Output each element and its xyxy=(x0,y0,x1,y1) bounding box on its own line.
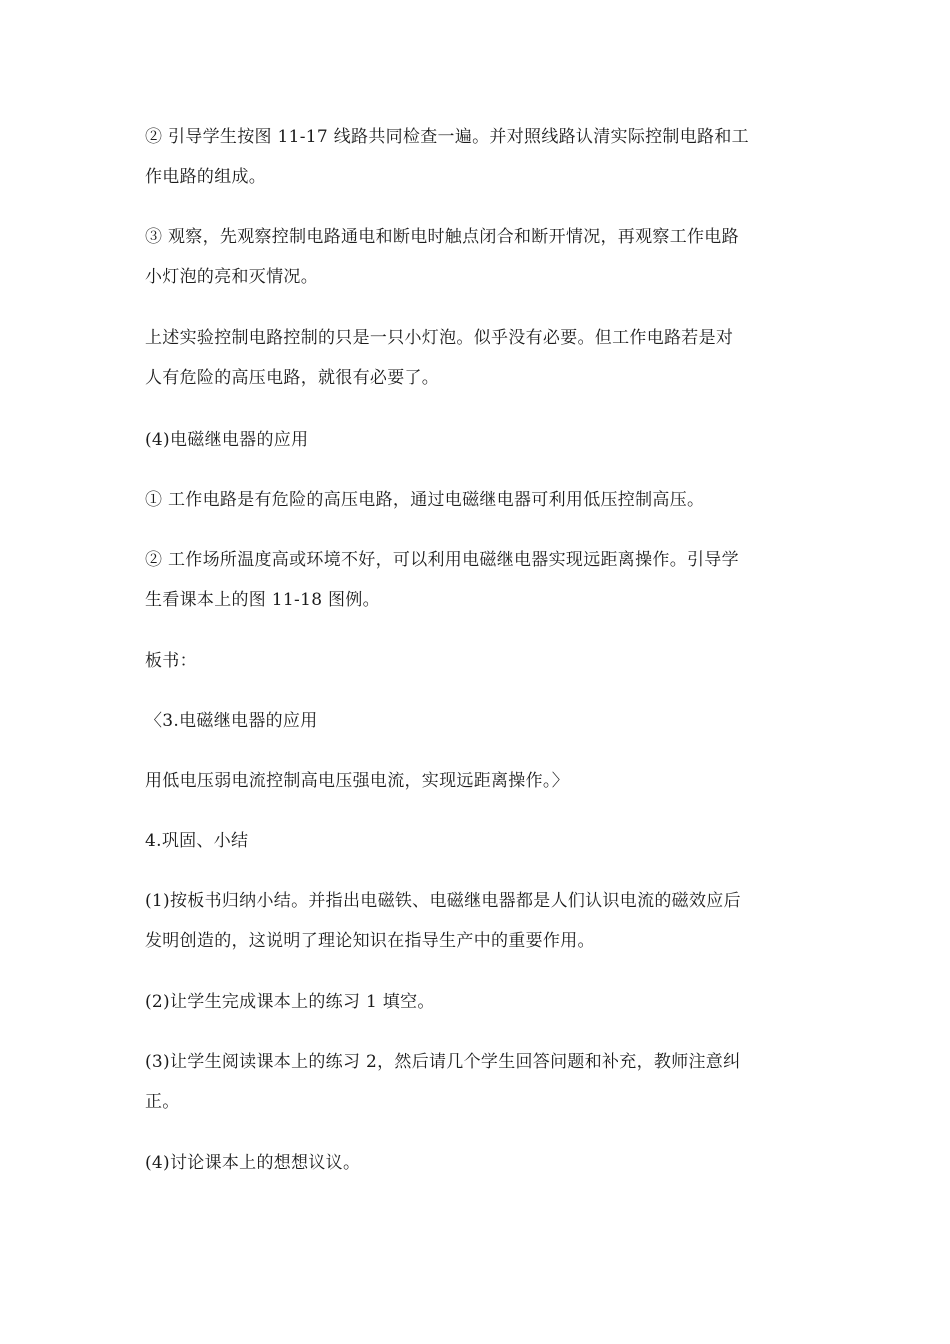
paragraph-summary xyxy=(145,881,810,961)
paragraph-remote-operation xyxy=(145,540,810,620)
text-line: 人有危险的高压电路，就很有必要了。 xyxy=(145,368,440,388)
text-line: ② 引导学生按图 11-17 线路共同检查一遍。并对照线路认清实际控制电路和工 xyxy=(145,127,749,147)
text-line: 正。 xyxy=(145,1092,180,1112)
text-line: 上述实验控制电路控制的只是一只小灯泡。似乎没有必要。但工作电路若是对 xyxy=(145,328,734,348)
text-line: ① 工作电路是有危险的高压电路，通过电磁继电器可利用低压控制高压。 xyxy=(145,490,705,510)
section-heading-consolidation xyxy=(145,821,810,861)
paragraph-check-circuit xyxy=(145,117,810,197)
paragraph-exercise-1 xyxy=(145,982,810,1022)
text-line: ③ 观察，先观察控制电路通电和断电时触点闭合和断开情况，再观察工作电路 xyxy=(145,227,739,247)
text-line: 生看课本上的图 11-18 图例。 xyxy=(145,590,380,610)
text-line: (4)电磁继电器的应用 xyxy=(145,430,309,450)
paragraph-high-voltage-note xyxy=(145,318,810,398)
text-line: 作电路的组成。 xyxy=(145,167,267,187)
text-line: (1)按板书归纳小结。并指出电磁铁、电磁继电器都是人们认识电流的磁效应后 xyxy=(145,891,741,911)
paragraph-low-controls-high xyxy=(145,480,810,520)
section-heading-relay-application xyxy=(145,420,810,460)
text-line: ② 工作场所温度高或环境不好，可以利用电磁继电器实现远距离操作。引导学 xyxy=(145,550,739,570)
text-line: 发明创造的，这说明了理论知识在指导生产中的重要作用。 xyxy=(145,931,595,951)
text-line: 板书： xyxy=(145,651,197,671)
paragraph-blackboard-label xyxy=(145,641,810,681)
text-line: 小灯泡的亮和灭情况。 xyxy=(145,267,318,287)
paragraph-observe xyxy=(145,217,810,297)
paragraph-exercise-2 xyxy=(145,1042,810,1122)
paragraph-blackboard-content xyxy=(145,761,810,801)
paragraph-blackboard-heading xyxy=(145,701,810,741)
text-line: 用低电压弱电流控制高电压强电流，实现远距离操作。〉 xyxy=(145,771,569,791)
paragraph-discussion xyxy=(145,1143,810,1183)
text-line: (2)让学生完成课本上的练习 1 填空。 xyxy=(145,992,435,1012)
text-line: 〈3.电磁继电器的应用 xyxy=(145,711,318,731)
text-line: (4)讨论课本上的想想议议。 xyxy=(145,1153,361,1173)
text-line: (3)让学生阅读课本上的练习 2，然后请几个学生回答问题和补充，教师注意纠 xyxy=(145,1052,741,1072)
text-line: 4.巩固、小结 xyxy=(145,831,249,851)
